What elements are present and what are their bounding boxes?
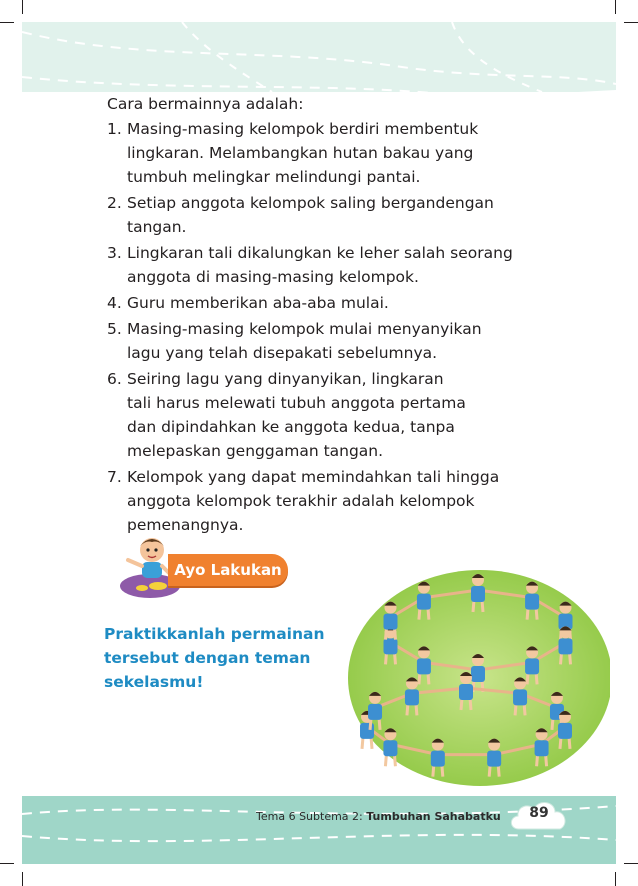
- list-item: [107, 317, 567, 365]
- crop-mark: [624, 863, 638, 864]
- crop-mark: [615, 0, 616, 14]
- step-line: tumbuh melingkar melindungi pantai.: [127, 168, 421, 186]
- instruction-text: [104, 622, 344, 694]
- step-line: dan dipindahkan ke anggota kedua, tanpa: [127, 418, 455, 436]
- step-line: tangan.: [127, 218, 187, 236]
- step-line: lingkaran. Melambangkan hutan bakau yang: [127, 144, 474, 162]
- step-number: 6.: [107, 370, 122, 388]
- step-number: 1.: [107, 120, 122, 138]
- page-number: 89: [529, 805, 549, 821]
- step-line: anggota di masing-masing kelompok.: [127, 268, 419, 286]
- step-line: Seiring lagu yang dinyanyikan, lingkaran: [127, 370, 444, 388]
- intro-text: Cara bermainnya adalah:: [107, 95, 304, 113]
- list-item: [107, 465, 567, 537]
- step-number: 7.: [107, 468, 122, 486]
- steps-list: [107, 117, 567, 539]
- step-line: Masing-masing kelompok mulai menyanyikan: [127, 320, 482, 338]
- crop-mark: [624, 22, 638, 23]
- list-item: [107, 191, 567, 239]
- footer-title: [256, 810, 501, 823]
- crop-mark: [0, 863, 14, 864]
- crop-mark: [615, 872, 616, 886]
- footer-subtitle: Tumbuhan Sahabatku: [366, 810, 501, 823]
- crop-mark: [22, 872, 23, 886]
- step-line: Guru memberikan aba-aba mulai.: [127, 294, 389, 312]
- instruction-line: sekelasmu!: [104, 673, 204, 691]
- ayo-lakukan-label: Ayo Lakukan: [168, 554, 288, 586]
- child-figure: [383, 728, 397, 766]
- step-line: tali harus melewati tubuh anggota pertama: [127, 394, 466, 412]
- step-line: Lingkaran tali dikalungkan ke leher salah seorang: [127, 244, 513, 262]
- step-number: 3.: [107, 244, 122, 262]
- crop-mark: [0, 22, 14, 23]
- top-decorative-band: [22, 22, 616, 92]
- step-line: anggota kelompok terakhir adalah kelompok: [127, 492, 475, 510]
- step-number: 2.: [107, 194, 122, 212]
- step-line: pemenangnya.: [127, 516, 244, 534]
- list-item: [107, 117, 567, 189]
- list-item: [107, 291, 567, 315]
- step-number: 5.: [107, 320, 122, 338]
- instruction-line: tersebut dengan teman: [104, 649, 311, 667]
- children-playing-illustration: [340, 562, 610, 794]
- step-number: 4.: [107, 294, 122, 312]
- step-line: Kelompok yang dapat memindahkan tali hingga: [127, 468, 500, 486]
- step-line: melepaskan genggaman tangan.: [127, 442, 384, 460]
- crop-mark: [22, 0, 23, 14]
- step-line: Setiap anggota kelompok saling bergandengan: [127, 194, 494, 212]
- step-line: Masing-masing kelompok berdiri membentuk: [127, 120, 479, 138]
- instruction-line: Praktikkanlah permainan: [104, 625, 325, 643]
- footer-prefix: Tema 6 Subtema 2:: [256, 810, 367, 823]
- activity-badge: [112, 532, 312, 604]
- list-item: [107, 241, 567, 289]
- step-line: lagu yang telah disepakati sebelumnya.: [127, 344, 438, 362]
- list-item: [107, 367, 567, 463]
